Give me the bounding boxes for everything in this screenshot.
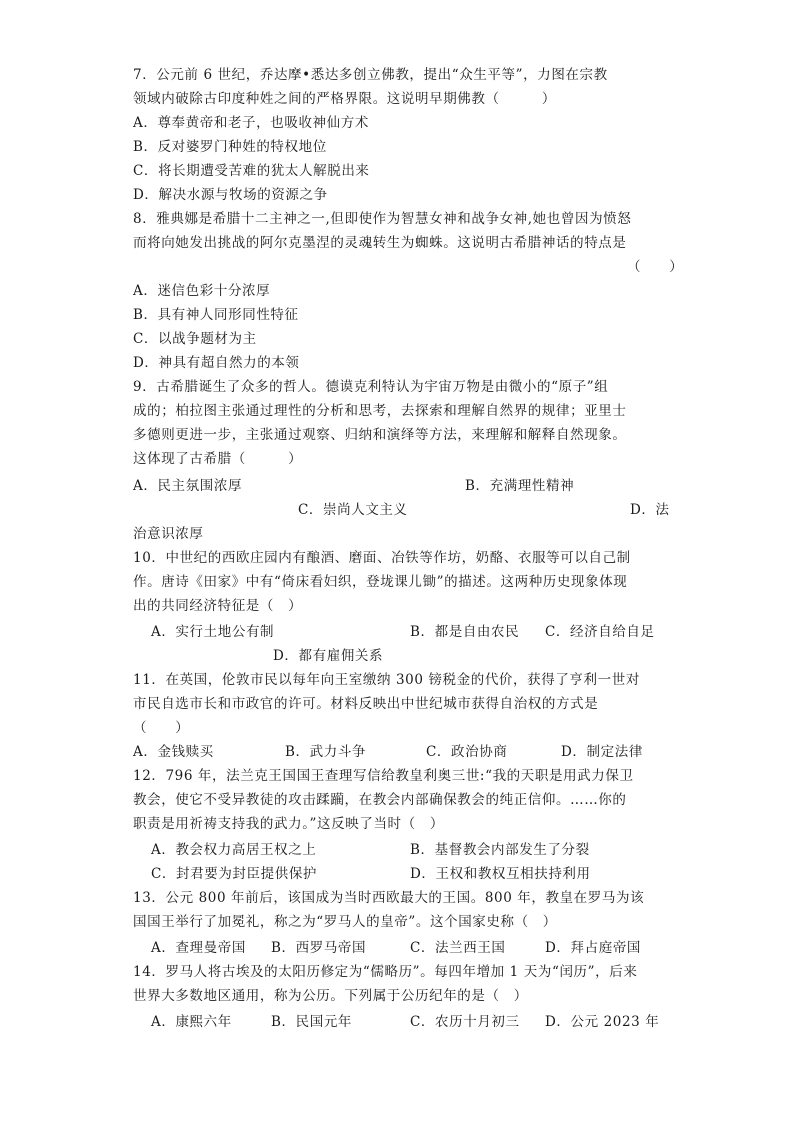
q11-option-a: A．金钱赎买 <box>133 744 214 760</box>
q10-stem-line2: 作。唐诗《田家》中有“倚床看妇织，登垅课儿锄”的描述。这两种历史现象体现 <box>133 574 628 590</box>
q9-option-c: C．崇尚人文主义 <box>298 502 408 518</box>
q8-option-c: C．以战争题材为主 <box>133 331 257 347</box>
q7-option-a: A．尊奉黄帝和老子，也吸收神仙方术 <box>133 115 369 131</box>
q10-option-c: C．经济自给自足 <box>545 624 655 640</box>
q12-option-a: A．教会权力高居王权之上 <box>151 842 317 858</box>
q13-option-a: A．查理曼帝国 <box>151 940 246 956</box>
q10-stem-line3: 出的共同经济特征是（ ） <box>133 598 303 614</box>
q12-stem-line2: 教会，使它不受异教徒的攻击蹂躏，在教会内部确保教会的纯正信仰。……你的 <box>133 792 627 808</box>
q9-stem-line1: 9．古希腊诞生了众多的哲人。德谟克利特认为宇宙万物是由微小的“原子”组 <box>133 379 609 395</box>
q12-stem-line3: 职责是用祈祷支持我的武力。”这反映了当时（ ） <box>133 816 444 832</box>
q12-option-c: C．封君要为封臣提供保护 <box>151 866 318 882</box>
q9-stem-line3: 多德则更进一步，主张通过观察、归纳和演绎等方法，来理解和解释自然现象。 <box>133 427 627 443</box>
q13-stem-line2: 国国王举行了加冕礼，称之为“罗马人的皇帝”。这个国家史称（ ） <box>133 914 557 930</box>
q8-option-d: D．神具有超自然力的本领 <box>133 355 300 371</box>
q10-stem-line1: 10．中世纪的西欧庄园内有酿酒、磨面、冶铁等作坊，奶酪、衣服等可以自己制 <box>133 550 631 566</box>
q13-option-d: D．拜占庭帝国 <box>545 940 642 956</box>
q11-stem-line1: 11．在英国，伦敦市民以每年向王室缴纳 300 镑税金的代价，获得了亨利一世对 <box>133 672 640 688</box>
q12-option-d: D．王权和教权互相扶持利用 <box>410 866 591 882</box>
q8-stem-line2: 而将向她发出挑战的阿尔克墨涅的灵魂转生为蜘蛛。这说明古希腊神话的特点是 <box>133 235 627 251</box>
q9-option-d-part2: 治意识浓厚 <box>133 526 204 542</box>
q12-stem-line1: 12．796 年，法兰克王国国王查理写信给教皇利奥三世:“我的天职是用武力保卫 <box>133 768 634 784</box>
q13-stem-line1: 13．公元 800 年前后，该国成为当时西欧最大的王国。800 年，教皇在罗马为该 <box>133 890 645 906</box>
q14-stem-line2: 世界大多数地区通用，称为公历。下列属于公历纪年的是（ ） <box>133 988 528 1004</box>
q14-stem-line1: 14．罗马人将古埃及的太阳历修定为“儒略历”。每四年增加 1 天为“闰历”，后来 <box>133 964 638 980</box>
q9-stem-line4: 这体现了古希腊（ ） <box>133 451 303 467</box>
q11-answer-blank: （ ） <box>133 720 190 736</box>
q9-stem-line2: 成的；柏拉图主张通过理性的分析和思考，去探索和理解自然界的规律；亚里士 <box>133 403 627 419</box>
q14-option-b: B．民国元年 <box>271 1014 353 1030</box>
q11-option-d: D．制定法律 <box>561 744 643 760</box>
q8-stem-line1: 8．雅典娜是希腊十二主神之一,但即使作为智慧女神和战争女神,她也曾因为愤怒 <box>133 211 632 227</box>
q7-option-d: D．解决水源与牧场的资源之争 <box>133 187 328 203</box>
q13-option-c: C．法兰西王国 <box>410 940 506 956</box>
q8-answer-blank: （ ） <box>627 259 684 275</box>
q7-option-b: B．反对婆罗门种姓的特权地位 <box>133 139 327 155</box>
q9-option-b: B．充满理性精神 <box>465 478 575 494</box>
q9-option-a: A．民主氛围浓厚 <box>133 478 243 494</box>
q8-option-b: B．具有神人同形同性特征 <box>133 307 299 323</box>
q11-option-b: B．武力斗争 <box>285 744 367 760</box>
q7-stem-line2: 领域内破除古印度种姓之间的严格界限。这说明早期佛教（ ） <box>133 91 556 107</box>
q12-option-b: B．基督教会内部发生了分裂 <box>410 842 590 858</box>
q11-stem-line2: 市民自选市长和市政官的许可。材料反映出中世纪城市获得自治权的方式是 <box>133 696 599 712</box>
q10-option-a: A．实行土地公有制 <box>151 624 275 640</box>
q13-option-b: B．西罗马帝国 <box>271 940 367 956</box>
q14-option-a: A．康熙六年 <box>151 1014 232 1030</box>
q8-option-a: A．迷信色彩十分浓厚 <box>133 283 271 299</box>
q14-option-d: D．公元 2023 年 <box>545 1014 660 1030</box>
q10-option-d: D．都有雇佣关系 <box>273 648 384 664</box>
q11-option-c: C．政治协商 <box>426 744 508 760</box>
q10-option-b: B．都是自由农民 <box>410 624 520 640</box>
q9-option-d-part1: D．法 <box>630 502 670 518</box>
q7-stem-line1: 7．公元前 6 世纪，乔达摩•悉达多创立佛教，提出“众生平等”，力图在宗教 <box>133 67 608 83</box>
q14-option-c: C．农历十月初三 <box>410 1014 520 1030</box>
q7-option-c: C．将长期遭受苦难的犹太人解脱出来 <box>133 163 370 179</box>
